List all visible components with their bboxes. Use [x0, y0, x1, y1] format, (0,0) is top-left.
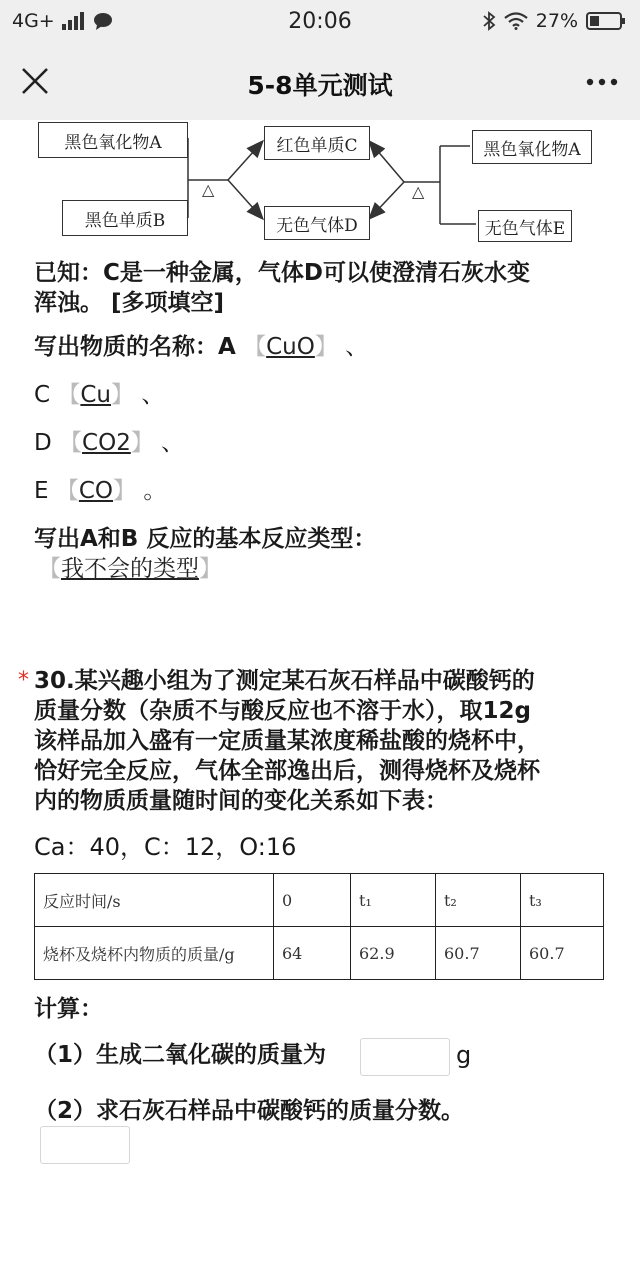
end-period: 。 [143, 478, 167, 504]
more-icon[interactable] [586, 77, 618, 87]
bracket-close: 】 [130, 430, 154, 456]
answer-c[interactable]: Cu [80, 382, 112, 408]
answer-c-line [34, 380, 164, 410]
answer-a[interactable]: CuO [266, 334, 315, 360]
part1-unit: g [456, 1041, 472, 1069]
bracket-open: 【 [57, 382, 81, 408]
bracket-close: 】 [113, 478, 137, 504]
table-cell: 反应时间/s [35, 874, 274, 927]
part2-prompt: （2）求石灰石样品中碳酸钙的质量分数。 [34, 1098, 465, 1124]
status-right [482, 10, 626, 32]
table-cell: 烧杯及烧杯内物质的质量/g [35, 927, 274, 980]
answer-e-line [34, 476, 166, 506]
table-cell: 60.7 [436, 927, 521, 980]
separator: 、 [141, 382, 165, 408]
bracket-close: 】 [199, 556, 222, 582]
table-cell: t₁ [351, 874, 436, 927]
box-black-oxide-a-right: 黑色氧化物A [472, 130, 592, 164]
answer-type[interactable]: 我不会的类型 [61, 556, 199, 582]
known-line-2: 浑浊。 [多项填空] [34, 290, 225, 316]
atomic-masses: Ca：40，C：12，O:16 [34, 833, 297, 861]
separator: 、 [161, 430, 185, 456]
heat-symbol-right: △ [412, 182, 425, 201]
part2-input[interactable] [40, 1126, 130, 1164]
q30-line-1: 30.某兴趣小组为了测定某石灰石样品中碳酸钙的 [34, 668, 535, 694]
answer-d[interactable]: CO2 [82, 430, 131, 456]
bracket-close: 】 [314, 334, 338, 360]
table-row [35, 874, 604, 927]
box-black-element-b: 黑色单质B [62, 200, 188, 236]
heat-symbol-left: △ [202, 180, 215, 199]
answer-e[interactable]: CO [78, 478, 114, 504]
label-d: D [34, 430, 52, 456]
box-colorless-gas-e: 无色气体E [478, 210, 572, 242]
table-cell: 60.7 [521, 927, 604, 980]
q30-line-5: 内的物质质量随时间的变化关系如下表： [34, 788, 448, 814]
box-colorless-gas-d: 无色气体D [264, 206, 370, 240]
nav-bar [0, 44, 640, 120]
bracket-open: 【 [243, 334, 267, 360]
box-red-element-c: 红色单质C [264, 126, 370, 160]
table-cell: t₂ [436, 874, 521, 927]
page-title: 5-8单元测试 [247, 71, 393, 100]
label-c: C [34, 382, 51, 408]
battery-label: 27% [535, 10, 578, 32]
q30-line-3: 该样品加入盛有一定质量某浓度稀盐酸的烧杯中， [34, 728, 540, 754]
bracket-open: 【 [38, 556, 61, 582]
required-mark: * [18, 668, 29, 693]
bracket-open: 【 [59, 430, 83, 456]
type-prompt: 写出A和B 反应的基本反应类型： [34, 526, 377, 552]
content-area [0, 120, 640, 1280]
bracket-open: 【 [55, 478, 79, 504]
answer-d-line [34, 428, 184, 458]
known-line-1: 已知：C是一种金属，气体D可以使澄清石灰水变 [34, 260, 530, 286]
status-bar [0, 0, 640, 44]
status-time: 20:06 [288, 9, 352, 34]
network-label: 4G+ [12, 10, 55, 32]
table-cell: t₃ [521, 874, 604, 927]
names-prompt-line [34, 332, 368, 362]
table-cell: 0 [274, 874, 351, 927]
bracket-close: 】 [111, 382, 135, 408]
q30-line-4: 恰好完全反应，气体全部逸出后，测得烧杯及烧杯 [34, 758, 540, 784]
battery-icon [586, 11, 626, 31]
answer-type-line [38, 554, 222, 584]
separator: 、 [345, 334, 369, 360]
data-table [34, 873, 604, 980]
part1-input[interactable] [360, 1038, 450, 1076]
label-e: E [34, 478, 49, 504]
part1-prompt: （1）生成二氧化碳的质量为 [34, 1042, 327, 1068]
names-prompt: 写出物质的名称：A [34, 334, 236, 360]
table-row [35, 927, 604, 980]
box-black-oxide-a-left: 黑色氧化物A [38, 122, 188, 158]
table-cell: 64 [274, 927, 351, 980]
table-cell: 62.9 [351, 927, 436, 980]
bluetooth-icon [482, 11, 496, 31]
wifi-icon [504, 12, 528, 30]
q30-line-2: 质量分数（杂质不与酸反应也不溶于水），取12g [34, 698, 531, 724]
calc-label: 计算： [34, 996, 103, 1022]
